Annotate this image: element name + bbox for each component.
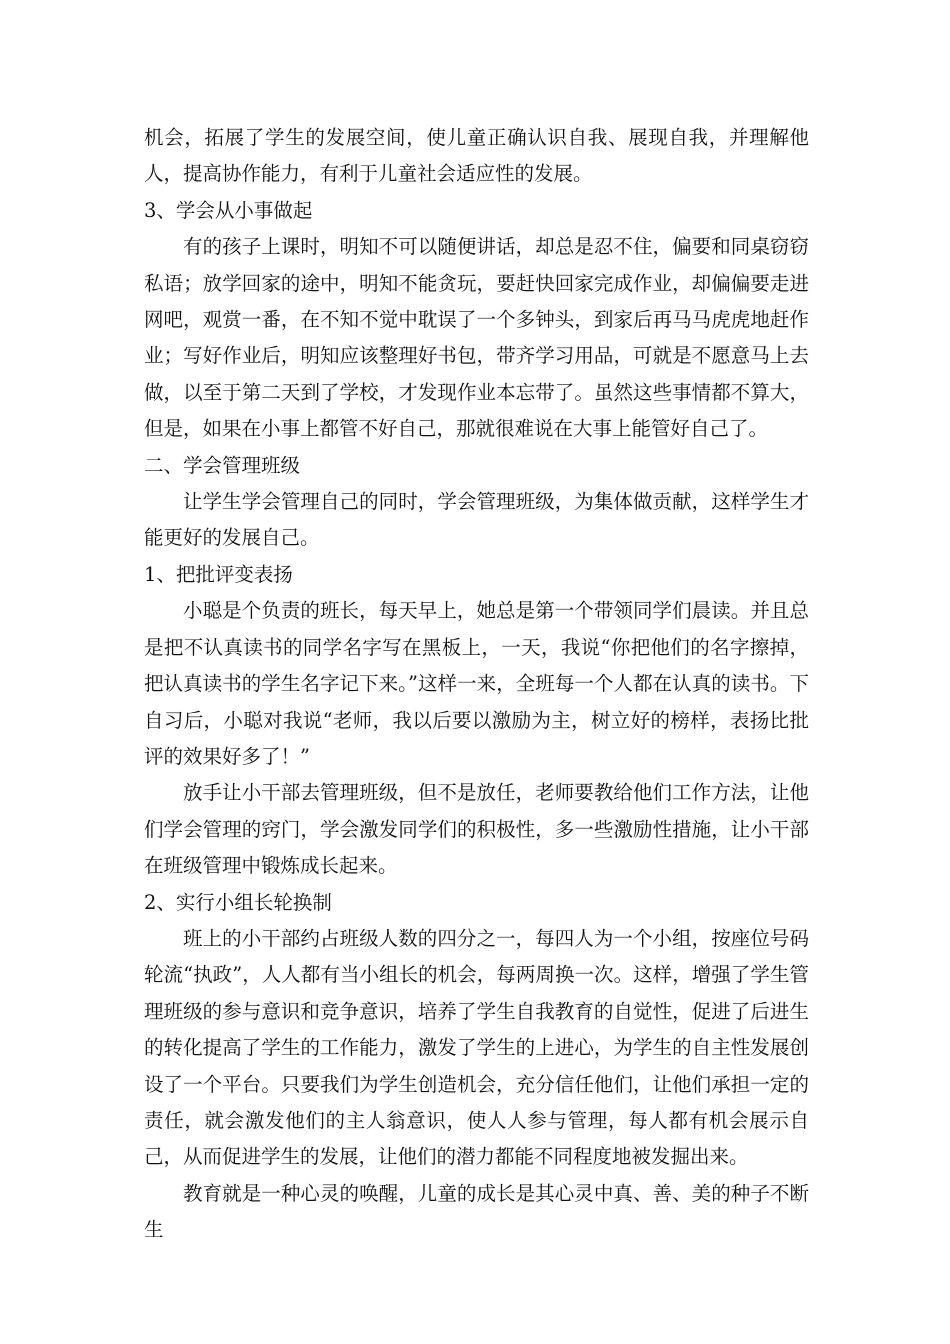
section-heading-2: 2、实行小组长轮换制 xyxy=(144,890,332,914)
paragraph-manage-class-intro: 让学生学会管理自己的同时，学会管理班级，为集体做贡献，这样学生才能更好的发展自己。 xyxy=(144,490,809,550)
section-heading-3: 3、学会从小事做起 xyxy=(144,198,313,222)
paragraph-small-things: 有的孩子上课时，明知不可以随便讲话，却总是忍不住，偏要和同桌窃窃私语；放学回家的途中，明知不能贪玩，要赶快回家完成作业，却偏偏要走进网吧，观赏一番，在不知不觉中耽误了一个多钟头，到家后再马马虎虎地赶作业；写好作业后，明知应该整理好书包，带齐学习用品，可就是不愿意马上去做，以至于第二天到了学校，才发现作业本忘带了。虽然这些事情都不算大，但是，如果在小事上都管不好自己，那就很难说在大事上能管好自己了。 xyxy=(144,235,809,441)
paragraph-group-leader-rotation: 班上的小干部约占班级人数的四分之一，每四人为一个小组，按座位号码轮流“执政”，人人都有当小组长的机会，每两周换一次。这样，增强了学生管理班级的参与意识和竞争意识，培养了学生自我教育的自觉性，促进了后进生的转化提高了学生的工作能力，激发了学生的上进心，为学生的自主性发展创设了一个平台。只要我们为学生创造机会，充分信任他们，让他们承担一定的责任，就会激发他们的主人翁意识，使人人参与管理，每人都有机会展示自己，从而促进学生的发展，让他们的潜力都能不同程度地被发掘出来。 xyxy=(144,926,809,1169)
document-body xyxy=(144,120,809,1249)
paragraph-education-awakening: 教育就是一种心灵的唤醒，儿童的成长是其心灵中真、善、美的种子不断生 xyxy=(144,1181,809,1242)
section-heading-1: 1、把批评变表扬 xyxy=(144,562,293,586)
paragraph-continued: 机会，拓展了学生的发展空间，使儿童正确认识自我、展现自我，并理解他人，提高协作能力，有利于儿童社会适应性的发展。 xyxy=(144,126,809,186)
section-heading-manage-class: 二、学会管理班级 xyxy=(144,453,301,477)
paragraph-xiaocong-story: 小聪是个负责的班长，每天早上，她总是第一个带领同学们晨读。并且总是把不认真读书的同学名字写在黑板上，一天，我说“你把他们的名字擦掉，把认真读书的学生名字记下来。”这样一来，全班每一个人都在认真的读书。下自习后，小聪对我说“老师，我以后要以激励为主，树立好的榜样，表扬比批评的效果好多了！” xyxy=(144,599,809,768)
paragraph-cadre-guidance: 放手让小干部去管理班级，但不是放任，老师要教给他们工作方法，让他们学会管理的窍门，学会激发同学们的积极性，多一些激励性措施，让小干部在班级管理中锻炼成长起来。 xyxy=(144,781,809,878)
